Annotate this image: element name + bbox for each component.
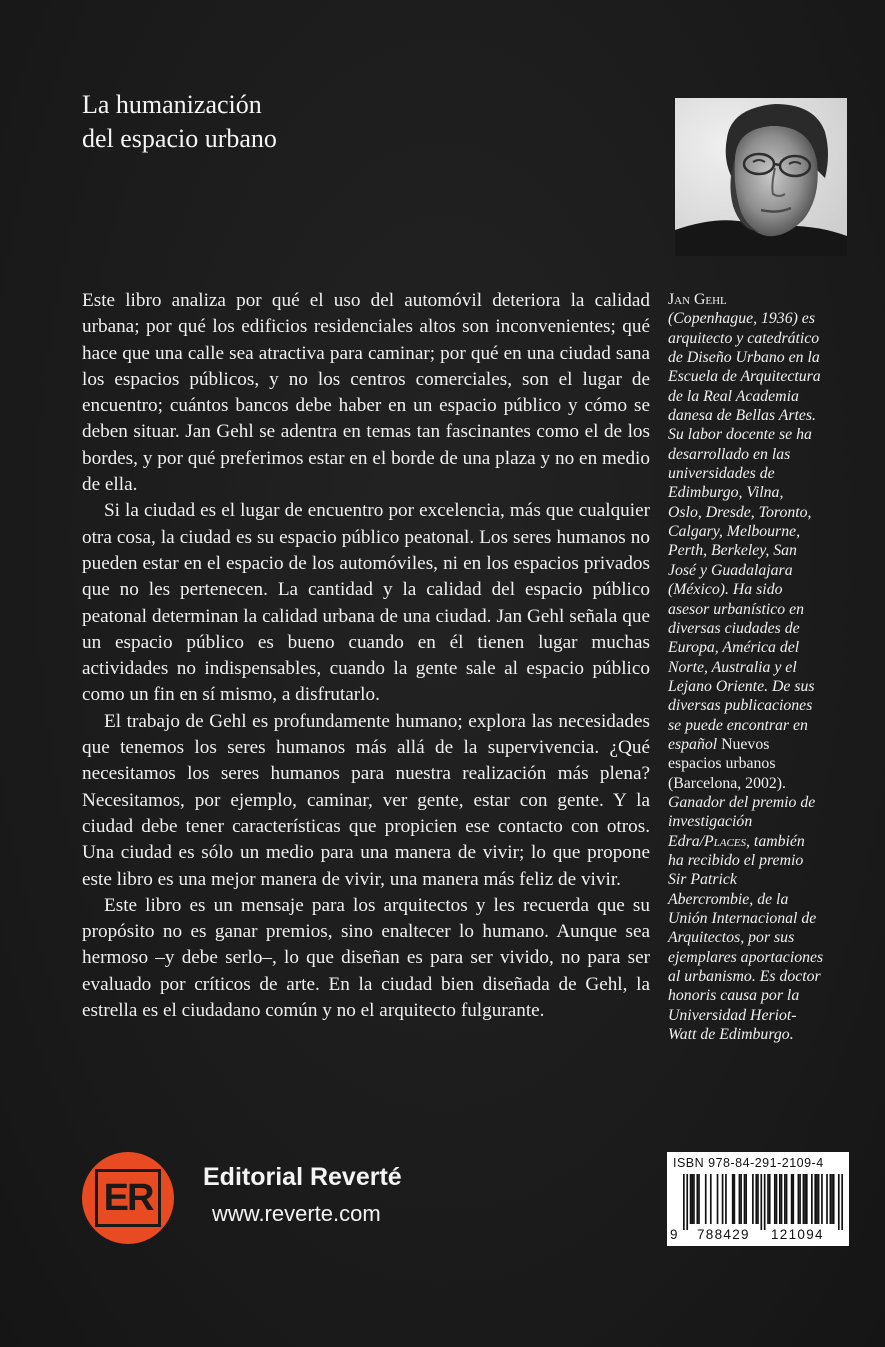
barcode-bar: [838, 1174, 840, 1230]
bio-line: se puede encontrar en: [668, 716, 808, 734]
barcode-bar: [814, 1174, 816, 1224]
bio-line: ejemplares aportaciones: [668, 948, 824, 966]
bio-text: español: [668, 735, 718, 753]
barcode-bar: [806, 1174, 808, 1224]
barcode-bar: [722, 1174, 724, 1224]
barcode-bar: [831, 1174, 833, 1224]
barcode-bar: [717, 1174, 719, 1224]
bio-line: [668, 735, 848, 754]
barcode-bar: [683, 1174, 685, 1230]
barcode-bar: [833, 1174, 835, 1224]
bio-line: honoris causa por la: [668, 987, 800, 1005]
bio-line: diversas ciudades de: [668, 619, 800, 637]
barcode-bar: [757, 1174, 759, 1224]
ean-right-digits: 121094: [771, 1227, 824, 1242]
barcode-bar: [803, 1174, 805, 1224]
bio-line: Edimburgo, Vilna,: [668, 484, 784, 502]
publisher-url: www.reverte.com: [212, 1201, 381, 1226]
barcode-bar: [818, 1174, 820, 1224]
barcode-bar: [744, 1174, 746, 1224]
bio-line: Europa, América del: [668, 639, 800, 657]
barcode-bar: [691, 1174, 693, 1224]
bio-line: Unión Internacional de: [668, 910, 817, 927]
synopsis: [82, 288, 650, 1024]
bio-line: José y Guadalajara: [668, 561, 793, 579]
barcode-bar: [830, 1174, 832, 1224]
barcode-bar: [781, 1174, 783, 1224]
bio-line: al urbanismo. Es doctor: [668, 968, 821, 986]
barcode-bars: [683, 1174, 843, 1230]
bio-line: arquitecto y catedrático: [668, 329, 820, 347]
barcode-bar: [705, 1174, 707, 1224]
barcode-bar: [698, 1174, 700, 1224]
bio-line: (Barcelona, 2002).: [668, 774, 786, 792]
barcode-bar: [725, 1174, 727, 1224]
bio-line: danesa de Bellas Artes.: [668, 407, 817, 425]
bio-line: espacios urbanos: [668, 755, 776, 773]
bio-text: Places: [703, 832, 747, 850]
barcode-bar: [696, 1174, 698, 1224]
bio-text: Edra/: [668, 832, 704, 850]
barcode-bar: [841, 1174, 843, 1230]
author-bio: [668, 290, 848, 1044]
bio-line: Oslo, Dresde, Toronto,: [668, 503, 812, 521]
bio-line: Arquitectos, por sus: [668, 929, 795, 947]
barcode-bar: [745, 1174, 747, 1224]
barcode-bar: [798, 1174, 800, 1224]
publisher-logo-text: ER: [95, 1169, 161, 1227]
bio-line: ha recibido el premio: [668, 851, 804, 869]
bio-text: , también: [746, 832, 805, 850]
author-portrait-image: [675, 98, 847, 256]
isbn-barcode: [667, 1152, 849, 1246]
barcode-bar: [821, 1174, 823, 1224]
barcode-bar: [779, 1174, 781, 1224]
bio-line: universidades de: [668, 465, 775, 483]
synopsis-paragraph-1: Este libro analiza por qué el uso del automóvil deteriora la calidad urbana; por qué los edificios residenciales altos son inconvenientes; qué hace que una calle sea atractiva para caminar; por qué en una ciudad sana los espacios públicos, y no los centros comerciales, son el lugar de encuentro; cuántos bancos debe haber en un espacio público y cómo se deben situar. Jan Gehl se adentra en temas tan fascinantes como el de los bordes, y por qué preferimos estar en el borde de una plaza y no en medio de ella.: [82, 290, 650, 496]
bio-line: Perth, Berkeley, San: [668, 542, 797, 560]
barcode-bar: [710, 1174, 712, 1224]
barcode-bar: [792, 1174, 794, 1224]
barcode-bar: [791, 1174, 793, 1224]
barcode-bar: [786, 1174, 788, 1224]
bio-line: [668, 832, 848, 851]
barcode-bar: [760, 1174, 762, 1230]
bio-line: Norte, Australia y el: [668, 658, 797, 676]
ean-first-digit: 9: [670, 1227, 678, 1242]
publisher-logo: [82, 1152, 174, 1244]
publisher-name: Editorial Reverté: [203, 1163, 402, 1191]
bio-book-title: Nuevos: [717, 735, 770, 753]
barcode-bar: [811, 1174, 813, 1224]
synopsis-paragraph-2: Si la ciudad es el lugar de encuentro por excelencia, más que cualquier otra cosa, la ciudad es su espacio público peatonal. Los seres humanos no pueden estar en el espacio de los automóviles, ni en los espacios privados que no les pertenecen. La cantidad y la calidad del espacio público peatonal determinan la calidad urbana de una ciudad. Jan Gehl señala que un espacio público es bueno cuando en él tienen lugar muchas actividades no indispensables, cuando la gente sale al espacio público como un fin en sí mismo, a disfrutarlo.: [82, 500, 650, 706]
bio-line: Su labor docente se ha: [668, 426, 812, 444]
bio-line: Lejano Oriente. De sus: [668, 677, 815, 695]
bio-line: investigación: [668, 813, 753, 831]
barcode-bar: [734, 1174, 736, 1224]
barcode-bar: [693, 1174, 695, 1224]
synopsis-paragraph-3: El trabajo de Gehl es profundamente humano; explora las necesidades que tenemos los seres humanos más allá de la supervivencia. ¿Qué necesitamos los seres humanos para nuestra realización más plena? Necesitamos, por ejemplo, caminar, ver gente, estar con gente. Y la ciudad debe tener características que propicien ese contacto con otros. Una ciudad es sólo un medio para una manera de vivir; lo que propone este libro es una mejor manera de vivir, una manera más feliz de vivir.: [82, 710, 650, 890]
barcode-bar: [755, 1174, 757, 1224]
barcode-bar: [816, 1174, 818, 1224]
bio-line: Jan Gehl: [668, 291, 727, 308]
title-line-2: del espacio urbano: [82, 124, 277, 153]
bio-line: Sir Patrick: [668, 871, 737, 889]
bio-line: desarrollado en las: [668, 445, 791, 463]
title-line-1: La humanización: [82, 90, 262, 119]
isbn-label: ISBN 978-84-291-2109-4: [673, 1156, 824, 1170]
author-photo: [675, 98, 847, 256]
bio-line: asesor urbanístico en: [668, 600, 805, 618]
barcode-bar: [740, 1174, 742, 1224]
ean-left-digits: 788429: [697, 1227, 750, 1242]
barcode-bar: [686, 1174, 688, 1230]
barcode-bar: [732, 1174, 734, 1224]
bio-line: Universidad Heriot-: [668, 1006, 797, 1024]
bio-line: diversas publicaciones: [668, 697, 813, 715]
book-title: [82, 88, 502, 156]
barcode-bar: [774, 1174, 776, 1224]
barcode-bar: [739, 1174, 741, 1224]
barcode-bar: [804, 1174, 806, 1224]
bio-line: de la Real Academia: [668, 387, 799, 405]
barcode-bar: [764, 1174, 766, 1230]
bio-line: de Diseño Urbano en la: [668, 349, 820, 367]
bio-line: (Copenhague, 1936) es: [668, 310, 815, 328]
barcode-bar: [752, 1174, 754, 1224]
synopsis-paragraph-4: Este libro es un mensaje para los arquitectos y les recuerda que su propósito no es ganar premios, sino enaltecer lo humano. Aunque sea hermoso –y debe serlo–, lo que diseñan es para ser vivido, no para ser evaluado por críticos de arte. En la ciudad bien diseñada de Gehl, la estrella es el ciudadano común y no el arquitecto fulgurante.: [82, 894, 650, 1022]
barcode-bar: [769, 1174, 771, 1224]
barcode-bar: [776, 1174, 778, 1224]
bio-line: Abercrombie, de la: [668, 890, 789, 908]
barcode-bar: [826, 1174, 828, 1224]
barcode-bar: [784, 1174, 786, 1224]
barcode-bar: [799, 1174, 801, 1224]
bio-line: Ganador del premio de: [668, 793, 816, 811]
bio-line: Calgary, Melbourne,: [668, 523, 801, 541]
bio-line: Watt de Edimburgo.: [668, 1026, 794, 1044]
barcode-bar: [690, 1174, 692, 1224]
barcode-bar: [767, 1174, 769, 1224]
bio-line: Escuela de Arquitectura: [668, 368, 821, 386]
bio-line: (México). Ha sido: [668, 581, 783, 599]
